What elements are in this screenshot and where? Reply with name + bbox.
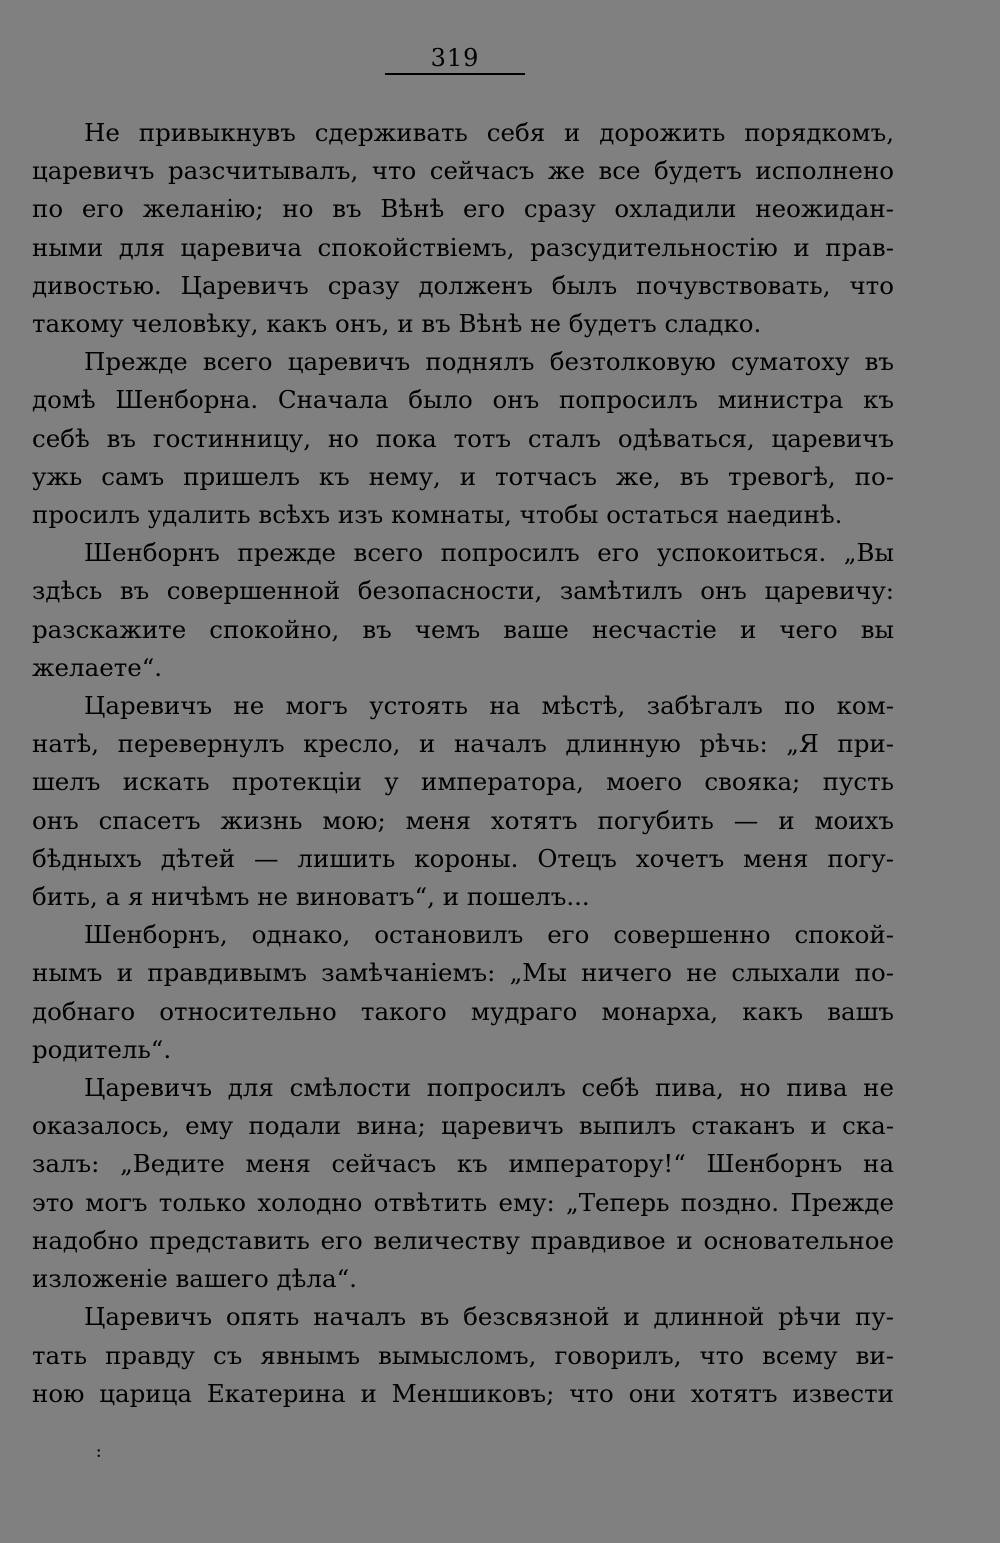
text-line: такому человѣку, какъ онъ, и въ Вѣнѣ не будетъ сладко. <box>32 309 762 339</box>
text-line: шелъ искать протекцiи у императора, моего свояка; пусть <box>32 767 894 797</box>
text-line: просилъ удалить всѣхъ изъ комнаты, чтобы остаться наединѣ. <box>32 500 843 530</box>
page-number: 319 <box>430 44 480 72</box>
page-number-rule <box>385 73 525 75</box>
text-line: Шенборнъ прежде всего попросилъ его успокоиться. „Вы <box>84 538 894 568</box>
paragraph <box>32 534 894 687</box>
text-line: Прежде всего царевичъ поднялъ безтолковую суматоху въ <box>84 347 894 377</box>
text-line: бѣдныхъ дѣтей — лишить короны. Отецъ хочетъ меня погу- <box>32 843 894 873</box>
text-line: натѣ, перевернулъ кресло, и началъ длинную рѣчь: „Я при- <box>32 729 894 759</box>
text-line: дивостью. Царевичъ сразу долженъ былъ почувствовать, что <box>32 270 894 300</box>
text-line: изложенiе вашего дѣла“. <box>32 1264 357 1294</box>
text-line: онъ спасетъ жизнь мою; меня хотятъ погубить — и моихъ <box>32 805 894 835</box>
text-line: по его желанiю; но въ Вѣнѣ его сразу охладили неожидан- <box>32 194 894 224</box>
text-line: Царевичъ опять началъ въ безсвязной и длинной рѣчи пу- <box>84 1302 894 1332</box>
text-line: желаете“. <box>32 652 163 682</box>
text-line: разскажите спокойно, въ чемъ ваше несчастiе и чего вы <box>32 614 894 644</box>
text-line: домѣ Шенборна. Сначала было онъ попросилъ министра къ <box>32 385 894 415</box>
paragraph <box>32 114 894 343</box>
text-line: здѣсь въ совершенной безопасности, замѣтилъ онъ царевичу: <box>32 576 894 606</box>
paragraph <box>32 687 894 916</box>
text-line: ными для царевича спокойствiемъ, разсудительностiю и прав- <box>32 232 894 262</box>
text-line: это могъ только холодно отвѣтить ему: „Теперь поздно. Прежде <box>32 1187 894 1217</box>
text-line: ною царица Екатерина и Меншиковъ; что они хотятъ извести <box>32 1378 894 1408</box>
text-line: ужь самъ пришелъ къ нему, и тотчасъ же, въ тревогѣ, по- <box>32 461 894 491</box>
text-line: оказалось, ему подали вина; царевичъ выпилъ стаканъ и ска- <box>32 1111 894 1141</box>
text-line: Шенборнъ, однако, остановилъ его совершенно спокой- <box>84 920 894 950</box>
text-line: родитель“. <box>32 1034 172 1064</box>
paragraph <box>32 343 894 534</box>
text-line: себѣ въ гостинницу, но пока тотъ сталъ одѣваться, царевичъ <box>32 423 894 453</box>
paragraph <box>32 1298 894 1413</box>
text-line: бить, а я ничѣмъ не виноватъ“, и пошелъ... <box>32 882 590 912</box>
text-line: Царевичъ для смѣлости попросилъ себѣ пива, но пива не <box>84 1073 894 1103</box>
text-line: Царевичъ не могъ устоять на мѣстѣ, забѣгалъ по ком- <box>84 691 894 721</box>
text-line: тать правду съ явнымъ вымысломъ, говорилъ, что всему ви- <box>32 1340 894 1370</box>
paragraph <box>32 916 894 1069</box>
body-text <box>32 114 894 1413</box>
text-line: царевичъ разсчитывалъ, что сейчасъ же все будетъ исполнено <box>32 156 894 186</box>
text-line: добнаго относительно такого мудраго монарха, какъ вашъ <box>32 996 894 1026</box>
text-line: залъ: „Ведите меня сейчасъ къ императору!“ Шенборнъ на <box>32 1149 894 1179</box>
text-line: Не привыкнувъ сдерживать себя и дорожить порядкомъ, <box>84 118 894 147</box>
paragraph <box>32 1069 894 1298</box>
ink-mark: ꞉ <box>96 1440 102 1464</box>
text-line: нымъ и правдивымъ замѣчанiемъ: „Мы ничего не слыхали по- <box>32 958 894 988</box>
text-line: надобно представить его величеству правдивое и основательное <box>32 1225 894 1255</box>
